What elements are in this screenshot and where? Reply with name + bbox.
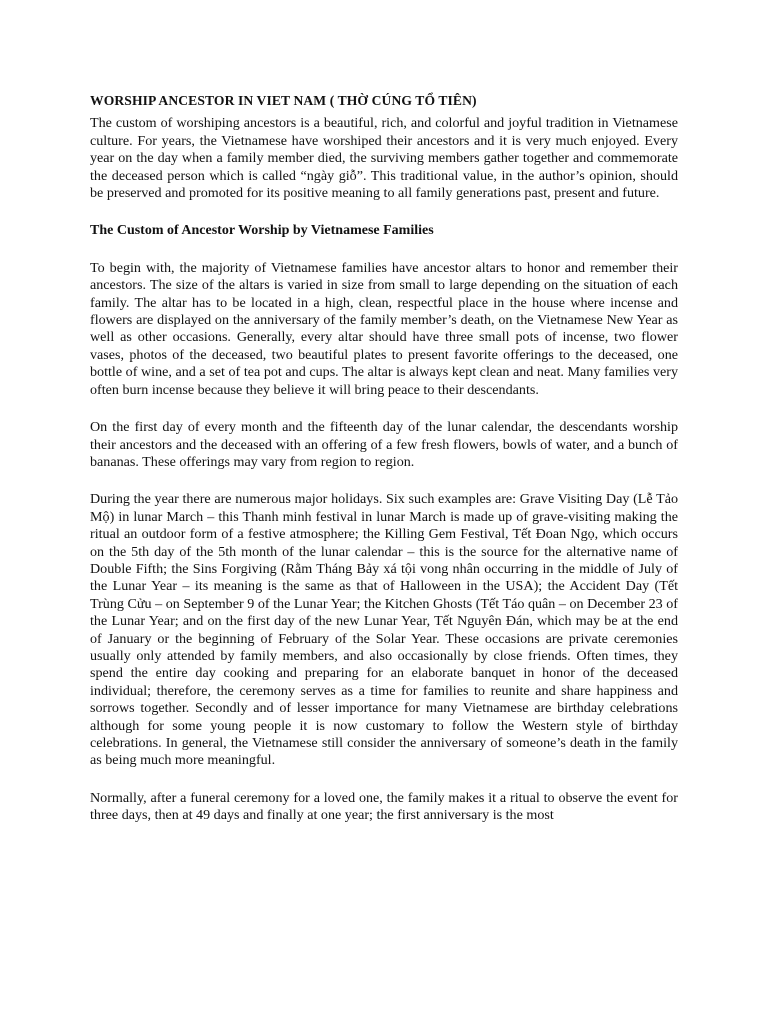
paragraph-funeral-rituals: Normally, after a funeral ceremony for a loved one, the family makes it a ritual to observe the event for three days, then at 49 days and finally at one year; the first anniversary is the most: [90, 789, 678, 824]
document-page: [90, 92, 678, 825]
intro-paragraph: The custom of worshiping ancestors is a beautiful, rich, and colorful and joyful tradition in Vietnamese culture. For years, the Vietnamese have worshiped their ancestors and it is very much enjoyed. Every year on the day when a family member died, the surviving members gather together and commemorate the deceased person which is called “ngày giỗ”. This traditional value, in the author’s opinion, should be preserved and promoted for its positive meaning to all family generations past, present and future.: [90, 115, 678, 202]
paragraph-monthly-offerings: On the first day of every month and the fifteenth day of the lunar calendar, the descendants worship their ancestors and the deceased with an offering of a few fresh flowers, bowls of water, and a bunch of bananas. These offerings may vary from region to region.: [90, 419, 678, 470]
document-title: WORSHIP ANCESTOR IN VIET NAM ( THỜ CÚNG TỔ TIÊN): [90, 93, 477, 108]
paragraph-altars: To begin with, the majority of Vietnamese families have ancestor altars to honor and remember their ancestors. The size of the altars is varied in size from small to large depending on the situation of each family. The altar has to be located in a high, clean, respectful place in the house where incense and flowers are displayed on the anniversary of the family member’s death, on the Vietnamese New Year as well as other occasions. Generally, every altar should have three small pots of incense, two flower vases, photos of the deceased, two beautiful plates to present favorite offerings to the deceased, one bottle of wine, and a set of tea pot and cups. The altar is always kept clean and neat. Many families very often burn incense because they believe it will bring peace to their descendants.: [90, 259, 678, 398]
section-heading: The Custom of Ancestor Worship by Vietnamese Families: [90, 223, 434, 239]
paragraph-holidays: During the year there are numerous major holidays. Six such examples are: Grave Visiting Day (Lễ Tảo Mộ) in lunar March – this Thanh minh festival in lunar March is made up of grave-visiting making the ritual an outdoor form of a festive atmosphere; the Killing Gem Festival, Tết Đoan Ngọ, which occurs on the 5th day of the 5th month of the lunar calendar – this is the source for the alternative name of Double Fifth; the Sins Forgiving (Rằm Tháng Bảy xá tội vong nhân occurring in the middle of July of the Lunar Year – its meaning is the same as that of Halloween in the USA); the Accident Day (Tết Trùng Cửu – on September 9 of the Lunar Year; the Kitchen Ghosts (Tết Táo quân – on December 23 of the Lunar Year; and on the first day of the new Lunar Year, Tết Nguyên Đán, which may be at the end of January or the beginning of February of the Solar Year. These occasions are private ceremonies usually only attended by family members, and also occasionally by close friends. Often times, they spend the entire day cooking and preparing for an elaborate banquet in honor of the deceased individual; therefore, the ceremony serves as a time for families to reunite and share happiness and sorrows together. Secondly and of lesser importance for many Vietnamese are birthday celebrations although for some young people it is now customary to follow the Western style of birthday celebrations. In general, the Vietnamese still consider the anniversary of someone’s death in the family as being much more meaningful.: [90, 491, 678, 769]
